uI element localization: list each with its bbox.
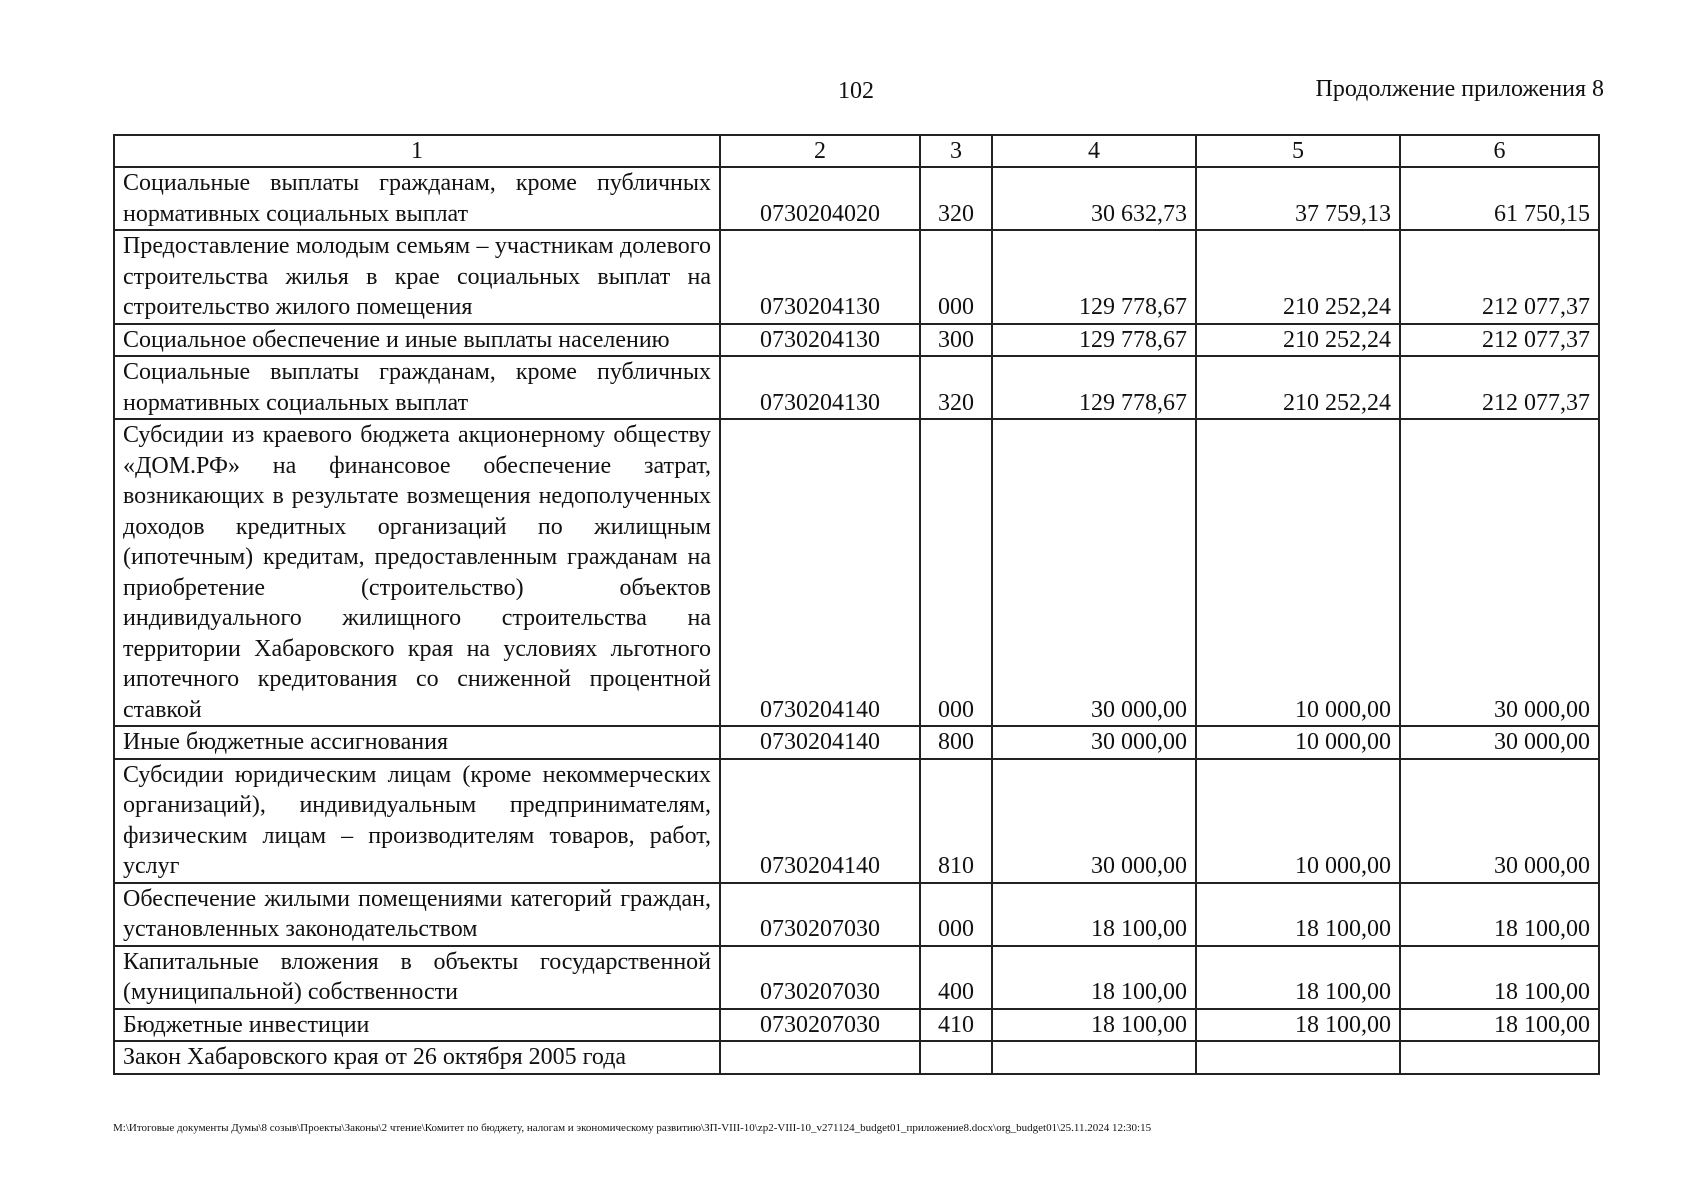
- row-expense-kind: 400: [920, 946, 992, 1009]
- table-row: [114, 946, 1599, 1009]
- row-name: Социальные выплаты гражданам, кроме публичных нормативных социальных выплат: [114, 356, 720, 419]
- table-row: [114, 1041, 1599, 1074]
- row-name: Социальное обеспечение и иные выплаты населению: [114, 324, 720, 357]
- row-expense-kind: 410: [920, 1009, 992, 1042]
- table-row: [114, 419, 1599, 726]
- row-value-col4: 18 100,00: [992, 883, 1196, 946]
- row-value-col5: 210 252,24: [1196, 356, 1400, 419]
- row-expense-kind: [920, 1041, 992, 1074]
- row-target-code: 0730204140: [720, 419, 920, 726]
- table-row: [114, 883, 1599, 946]
- column-header: 3: [920, 135, 992, 167]
- row-expense-kind: 000: [920, 883, 992, 946]
- row-target-code: 0730204130: [720, 230, 920, 324]
- row-name: Предоставление молодым семьям – участникам долевого строительства жилья в крае социальных выплат на строительство жилого помещения: [114, 230, 720, 324]
- column-header: 4: [992, 135, 1196, 167]
- row-value-col5: 210 252,24: [1196, 230, 1400, 324]
- table-header-row: [114, 135, 1599, 167]
- row-value-col4: [992, 1041, 1196, 1074]
- row-target-code: 0730207030: [720, 946, 920, 1009]
- table-row: [114, 324, 1599, 357]
- row-value-col5: 210 252,24: [1196, 324, 1400, 357]
- row-expense-kind: 320: [920, 356, 992, 419]
- row-value-col5: 10 000,00: [1196, 419, 1400, 726]
- row-value-col6: 61 750,15: [1400, 167, 1599, 230]
- table-row: [114, 759, 1599, 883]
- column-header: 6: [1400, 135, 1599, 167]
- row-value-col4: 30 000,00: [992, 759, 1196, 883]
- row-expense-kind: 300: [920, 324, 992, 357]
- row-name: Бюджетные инвестиции: [114, 1009, 720, 1042]
- row-value-col4: 30 000,00: [992, 726, 1196, 759]
- budget-table: [113, 134, 1600, 1075]
- row-value-col5: 37 759,13: [1196, 167, 1400, 230]
- table-row: [114, 230, 1599, 324]
- row-name: Обеспечение жилыми помещениями категорий граждан, установленных законодательством: [114, 883, 720, 946]
- row-value-col6: 212 077,37: [1400, 324, 1599, 357]
- row-target-code: 0730204140: [720, 759, 920, 883]
- row-target-code: 0730207030: [720, 883, 920, 946]
- table-row: [114, 356, 1599, 419]
- continuation-note: Продолжение приложения 8: [1315, 76, 1604, 102]
- row-target-code: [720, 1041, 920, 1074]
- row-target-code: 0730207030: [720, 1009, 920, 1042]
- row-value-col6: 18 100,00: [1400, 1009, 1599, 1042]
- row-value-col5: 18 100,00: [1196, 883, 1400, 946]
- row-target-code: 0730204130: [720, 356, 920, 419]
- page-number: 102: [838, 78, 874, 104]
- row-target-code: 0730204140: [720, 726, 920, 759]
- column-header: 5: [1196, 135, 1400, 167]
- row-name: Социальные выплаты гражданам, кроме публичных нормативных социальных выплат: [114, 167, 720, 230]
- row-value-col5: 10 000,00: [1196, 759, 1400, 883]
- row-value-col6: 30 000,00: [1400, 726, 1599, 759]
- row-expense-kind: 000: [920, 419, 992, 726]
- row-value-col6: [1400, 1041, 1599, 1074]
- row-value-col5: 10 000,00: [1196, 726, 1400, 759]
- row-expense-kind: 800: [920, 726, 992, 759]
- row-value-col4: 18 100,00: [992, 1009, 1196, 1042]
- row-value-col6: 30 000,00: [1400, 759, 1599, 883]
- column-header: 2: [720, 135, 920, 167]
- row-value-col5: [1196, 1041, 1400, 1074]
- row-value-col4: 129 778,67: [992, 356, 1196, 419]
- row-value-col4: 30 000,00: [992, 419, 1196, 726]
- row-value-col6: 18 100,00: [1400, 946, 1599, 1009]
- row-value-col6: 212 077,37: [1400, 356, 1599, 419]
- row-name: Капитальные вложения в объекты государственной (муниципальной) собственности: [114, 946, 720, 1009]
- row-value-col4: 129 778,67: [992, 230, 1196, 324]
- row-value-col4: 18 100,00: [992, 946, 1196, 1009]
- row-expense-kind: 320: [920, 167, 992, 230]
- table-row: [114, 1009, 1599, 1042]
- footer-file-path: M:\Итоговые документы Думы\8 созыв\Проекты\Законы\2 чтение\Комитет по бюджету, налогам и экономическому развитию\ЗП-VIII-10\zp2-VIII-10_v271124_budget01_приложение8.docx\org_budget01\25.11.2024 12:30:15: [113, 1122, 1152, 1134]
- row-value-col6: 30 000,00: [1400, 419, 1599, 726]
- row-value-col4: 30 632,73: [992, 167, 1196, 230]
- row-value-col6: 212 077,37: [1400, 230, 1599, 324]
- table-row: [114, 167, 1599, 230]
- row-value-col5: 18 100,00: [1196, 1009, 1400, 1042]
- row-value-col4: 129 778,67: [992, 324, 1196, 357]
- row-name: Субсидии из краевого бюджета акционерному обществу «ДОМ.РФ» на финансовое обеспечение затрат, возникающих в результате возмещения недополученных доходов кредитных организаций по жилищным (ипотечным) кредитам, предоставленным гражданам на приобретение (строительство) объектов индивидуального жилищного строительства на территории Хабаровского края на условиях льготного ипотечного кредитования со сниженной процентной ставкой: [114, 419, 720, 726]
- row-name: Субсидии юридическим лицам (кроме некоммерческих организаций), индивидуальным предпринимателям, физическим лицам – производителям товаров, работ, услуг: [114, 759, 720, 883]
- row-value-col5: 18 100,00: [1196, 946, 1400, 1009]
- row-expense-kind: 810: [920, 759, 992, 883]
- column-header: 1: [114, 135, 720, 167]
- row-target-code: 0730204020: [720, 167, 920, 230]
- row-name: Иные бюджетные ассигнования: [114, 726, 720, 759]
- row-value-col6: 18 100,00: [1400, 883, 1599, 946]
- row-target-code: 0730204130: [720, 324, 920, 357]
- row-expense-kind: 000: [920, 230, 992, 324]
- row-name: Закон Хабаровского края от 26 октября 2005 года: [114, 1041, 720, 1074]
- table-row: [114, 726, 1599, 759]
